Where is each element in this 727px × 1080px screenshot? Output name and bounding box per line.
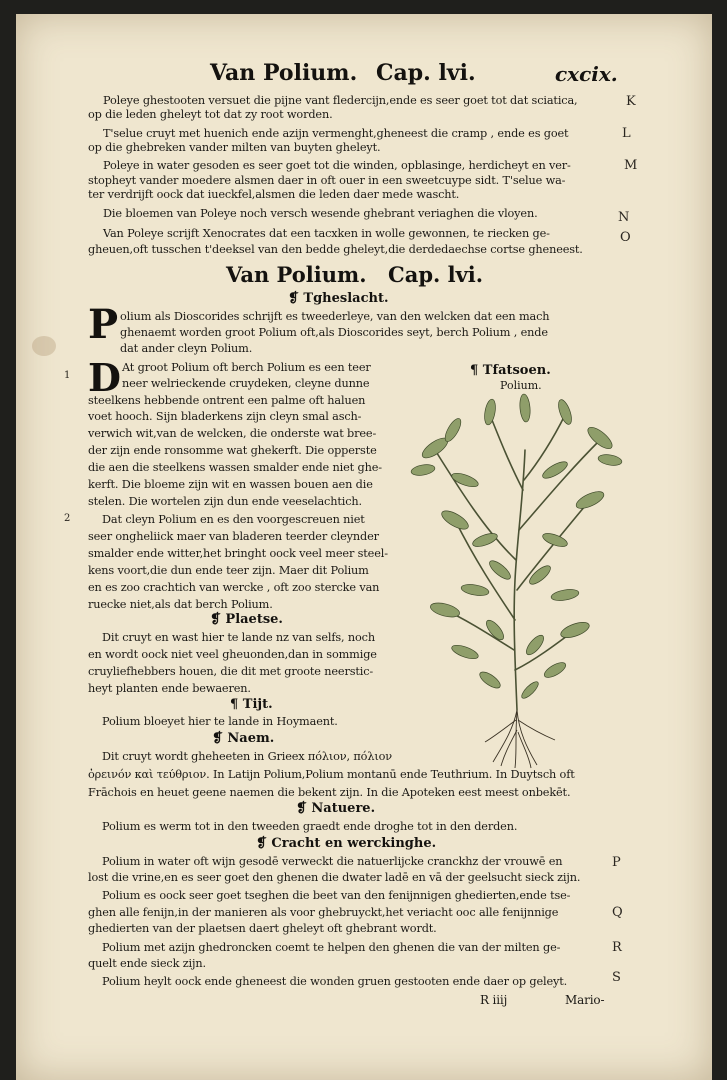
text-line: Polium es werm tot in den tweeden graedt ende droghe tot in den derden.: [102, 820, 518, 833]
paragraph-mark-icon: ❡: [212, 731, 228, 746]
text-line: Dit cruyt en wast hier te lande nz van selfs, noch: [102, 631, 375, 644]
section-heading-natuere: ❡ Natuere.: [296, 801, 376, 816]
text-line: quelt ende sieck zijn.: [88, 957, 206, 970]
text-line: Frāchois en heuet geene naemen die bekent zijn. In die Apoteken eest meest onbekēt.: [88, 786, 571, 799]
text-line: cruyliefhebbers houen, die dit met groote neerstic-: [88, 665, 374, 678]
pilcrow-icon: ¶: [470, 363, 483, 378]
text-line: voet hooch. Sijn bladerkens zijn cleyn smal asch-: [88, 410, 362, 423]
section-heading-plaetse: ❡ Plaetse.: [210, 612, 283, 627]
margin-letter: L: [622, 126, 631, 141]
signature-mark: R iiij: [480, 993, 508, 1007]
margin-letter: R: [612, 940, 622, 955]
text-line: Dit cruyt wordt gheheeten in Grieex πόλιον, πόλιον: [102, 750, 392, 763]
text-line: kerft. Die bloeme zijn wit en wassen bouen aen die: [88, 478, 373, 491]
text-line: stelen. Die wortelen zijn dun ende veeselachtich.: [88, 495, 362, 508]
paragraph-mark-icon: ❡: [256, 836, 272, 851]
drop-cap-d: D: [88, 355, 121, 400]
text-line: Poleye in water gesoden es seer goet tot die winden, opblasinge, herdicheyt en ver-: [103, 159, 571, 172]
text-line: op die ghebreken vander milten van buyten gheleyt.: [88, 141, 381, 154]
text-line: Polium es oock seer goet tseghen die beet van den fenijnnigen ghedierten,ende tse-: [102, 889, 571, 902]
text-line: Poleye ghestooten versuet die pijne vant fledercijn,ende es seer goet tot dat sciatica,: [103, 94, 578, 107]
text-line: ghedierten van der plaetsen daert gheleyt oft ghebrant wordt.: [88, 922, 437, 935]
chapter-number: Cap. lvi.: [388, 262, 484, 287]
text-line: op die leden gheleyt tot dat zy root worden.: [88, 108, 333, 121]
paragraph-mark-icon: ❡: [288, 291, 304, 306]
text-line: smalder ende witter,het bringht oock veel meer steel-: [88, 547, 388, 560]
text-line: Die bloemen van Poleye noch versch wesende ghebrant veriaghen die vloyen.: [103, 207, 538, 220]
text-line: lost die vrine,en es seer goet den ghenen die dwater ladē en vā der geelsucht sieck zijn.: [88, 871, 581, 884]
text-line: verwich wit,van de welcken, die onderste wat bree-: [88, 427, 377, 440]
polium-plant-illustration: [405, 390, 625, 770]
text-line: neer welrieckende cruydeken, cleyne dunne: [122, 377, 370, 390]
paragraph-mark-icon: ❡: [296, 801, 312, 816]
text-line: en es zoo crachtich van wercke , oft zoo stercke van: [88, 581, 380, 594]
margin-letter: M: [624, 158, 638, 173]
margin-letter: P: [612, 855, 621, 870]
text-line: Dat cleyn Polium en es den voorgescreuen niet: [102, 513, 365, 526]
running-head-title: Van Polium.: [210, 60, 358, 86]
section-heading-fatsoen: ¶ Tfatsoen.: [470, 363, 551, 378]
catchword: Mario-: [565, 993, 605, 1007]
text-line: gheuen,oft tusschen t'deeksel van den bedde gheleyt,die derdedaechse cortse gheneest.: [88, 243, 583, 256]
drop-cap-p: P: [88, 301, 119, 348]
text-line: steelkens hebbende ontrent een palme oft haluen: [88, 394, 366, 407]
text-line: Polium in water oft wijn gesodē verweckt die natuerlijcke cranckhz der vrouwē en: [102, 855, 563, 868]
margin-number: 1: [64, 370, 71, 381]
margin-letter: S: [612, 970, 621, 985]
text-line: ter verdrijft oock dat iueckfel,alsmen die leden daer mede wascht.: [88, 188, 460, 201]
text-line: die aen die steelkens wassen smalder ende niet ghe-: [88, 461, 382, 474]
figure-label: Polium.: [500, 379, 542, 392]
text-line: olium als Dioscorides schrijft es tweederleye, van den welcken dat een mach: [120, 310, 550, 323]
text-line: T'selue cruyt met huenich ende azijn vermenght,gheneest die cramp , ende es goet: [103, 127, 569, 140]
text-line: Polium bloeyet hier te lande in Hoymaent.: [102, 715, 338, 728]
chapter-title: Van Polium.: [226, 262, 367, 287]
section-heading-geslacht: ❡ Tgheslacht.: [288, 291, 389, 306]
text-line: Polium met azijn ghedroncken coemt te helpen den ghenen die van der milten ge-: [102, 941, 561, 954]
text-line: ὀρεινόν καὶ τεύθριον. In Latijn Polium,Polium montanū ende Teuthrium. In Duytsch oft: [88, 768, 575, 781]
text-line: ghen alle fenijn,in der manieren als voor ghebruyckt,het veriacht ooc alle fenijnnige: [88, 906, 559, 919]
pilcrow-icon: ¶: [230, 697, 243, 712]
text-line: seer ongheliick maer van bladeren teerder cleynder: [88, 530, 379, 543]
running-head-chapter: Cap. lvi.: [376, 60, 476, 86]
section-heading-tijt: ¶ Tijt.: [230, 697, 273, 712]
text-line: ghenaemt worden groot Polium oft,als Dioscorides seyt, berch Polium , ende: [120, 326, 548, 339]
paragraph-mark-icon: ❡: [210, 612, 226, 627]
text-line: heyt planten ende bewaeren.: [88, 682, 251, 695]
text-line: der zijn ende ronsomme wat ghekerft. Die opperste: [88, 444, 377, 457]
text-line: Polium heylt oock ende gheneest die wonden gruen gestooten ende daer op geleyt.: [102, 975, 568, 988]
text-line: kens voort,die dun ende teer zijn. Maer dit Polium: [88, 564, 369, 577]
folio-number: cxcix.: [555, 62, 618, 86]
text-line: At groot Polium oft berch Polium es een teer: [122, 361, 371, 374]
paper-stain: [32, 336, 56, 356]
margin-letter: Q: [612, 905, 623, 920]
margin-letter: O: [620, 230, 631, 245]
text-line: en wordt oock niet veel gheuonden,dan in sommige: [88, 648, 377, 661]
text-line: stopheyt vander moedere alsmen daer in oft ouer in een sweetcuype sidt. T'selue wa-: [88, 174, 566, 187]
text-line: dat ander cleyn Polium.: [120, 342, 253, 355]
margin-letter: N: [618, 210, 630, 225]
section-heading-naem: ❡ Naem.: [212, 731, 275, 746]
text-line: ruecke niet,als dat berch Polium.: [88, 598, 273, 611]
section-heading-cracht: ❡ Cracht en werckinghe.: [256, 836, 437, 851]
text-line: Van Poleye scrijft Xenocrates dat een tacxken in wolle gewonnen, te riecken ge-: [103, 227, 550, 240]
margin-letter: K: [626, 94, 636, 109]
margin-number: 2: [64, 513, 71, 524]
